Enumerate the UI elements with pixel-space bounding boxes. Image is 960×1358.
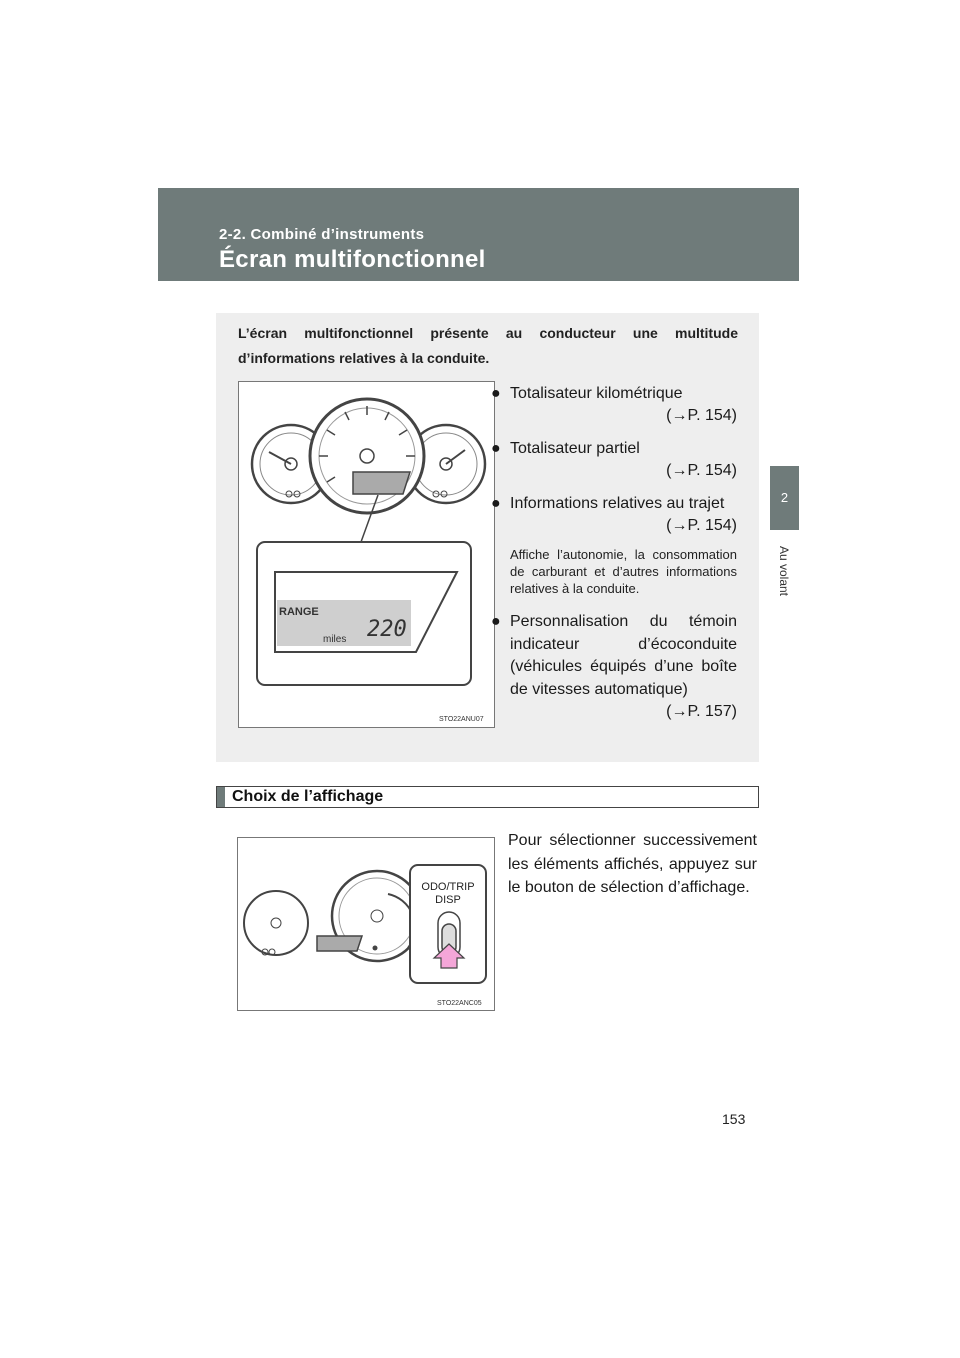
feature-list <box>491 383 737 735</box>
display-value: 220 <box>367 617 407 642</box>
page-number: 153 <box>722 1111 746 1127</box>
button-label-disp: DISP <box>435 894 461 906</box>
item-note: Affiche l’autonomie, la consommation de carburant et d’autres informations relatives à la conduite. <box>510 547 737 596</box>
bullet-icon: ● <box>491 385 501 402</box>
bullet-icon: ● <box>491 440 501 457</box>
instruction-text: Pour sélectionner successivement les éléments affichés, appuyez sur le bouton de sélection d’affichage. <box>508 832 757 896</box>
heading-accent <box>217 787 225 807</box>
list-item: ● Totalisateur partiel (→P. 154) <box>491 438 737 482</box>
page-reference: (→P. 157) <box>666 703 737 720</box>
list-item: ● Informations relatives au trajet (→P. 154) <box>491 493 737 537</box>
bullet-icon: ● <box>491 613 501 630</box>
display-button-figure <box>237 837 495 1011</box>
bullet-icon: ● <box>491 495 501 512</box>
button-label-odo: ODO/TRIP <box>421 881 475 893</box>
chapter-tab-label: Au volant <box>777 545 791 597</box>
intro-panel <box>216 313 759 762</box>
page-reference: (→P. 154) <box>666 407 737 424</box>
display-unit: miles <box>323 634 347 645</box>
page-title: Écran multifonctionnel <box>219 246 486 273</box>
list-item: ● Personnalisation du témoin indicateur d’écoconduite (véhicules équipés d’une boîte de vitesses automatique) (→P. 157) <box>491 611 737 724</box>
page-reference: (→P. 154) <box>666 462 737 479</box>
intro-text: L’écran multifonctionnel présente au conducteur une multitude d’informations relatives à la conduite. <box>238 325 738 366</box>
chapter-header <box>158 188 799 281</box>
display-label: RANGE <box>279 606 319 618</box>
list-item: ● Totalisateur kilométrique (→P. 154) <box>491 383 737 427</box>
figure-code: STO22ANU07 <box>439 716 484 723</box>
button-illustration <box>238 838 494 1010</box>
page-reference: (→P. 154) <box>666 517 737 534</box>
chapter-tab: 2 <box>770 466 799 530</box>
figure-code: STO22ANC05 <box>437 1000 482 1007</box>
subsection-heading: Choix de l’affichage <box>216 786 759 808</box>
instrument-cluster-figure <box>238 381 495 728</box>
section-label: 2-2. Combiné d’instruments <box>219 226 425 243</box>
cluster-illustration <box>239 382 494 727</box>
